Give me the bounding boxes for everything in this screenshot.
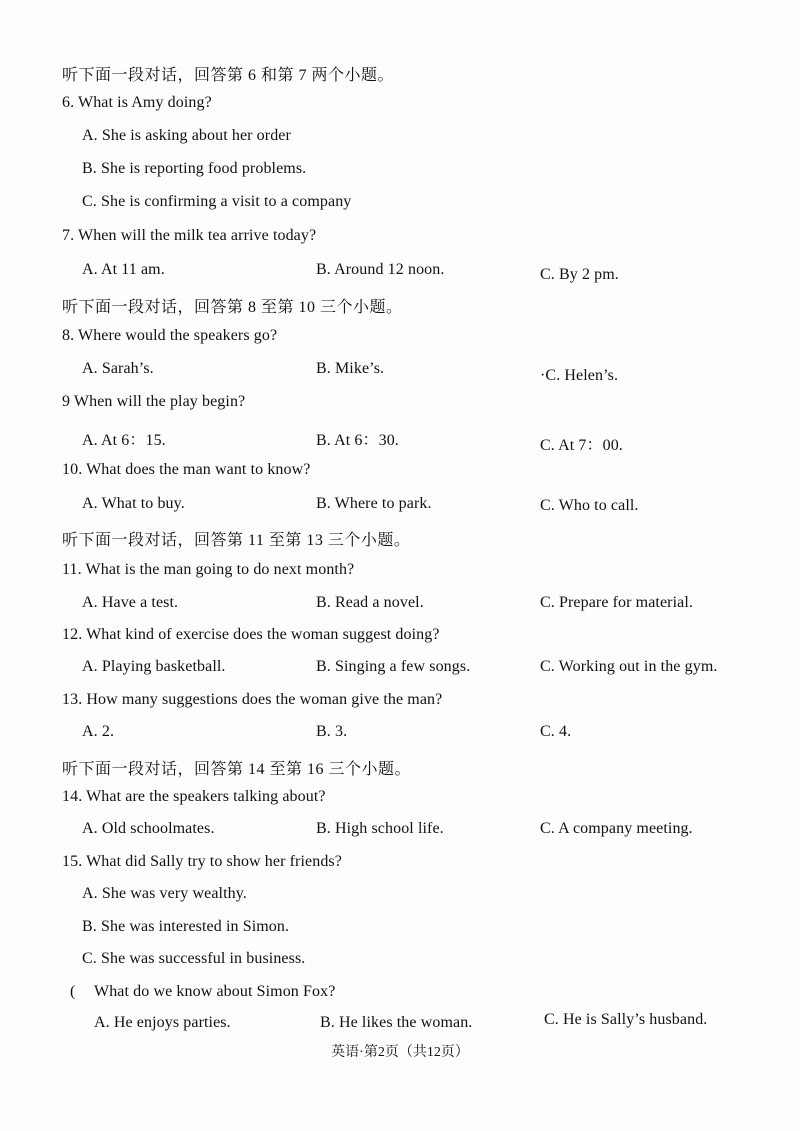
question-16-number-fragment: ( — [70, 983, 76, 1000]
q8-option-a: A. Sarah’s. — [82, 360, 154, 377]
q12-option-b: B. Singing a few songs. — [316, 658, 471, 675]
q9-option-a: A. At 6：15. — [82, 432, 166, 449]
q13-option-a: A. 2. — [82, 723, 115, 740]
section-instruction: 听下面一段对话，回答第 6 和第 7 两个小题。 — [62, 67, 395, 84]
q9-option-c: C. At 7：00. — [540, 437, 623, 454]
q16-option-a: A. He enjoys parties. — [94, 1014, 231, 1031]
q14-option-a: A. Old schoolmates. — [82, 820, 215, 837]
q13-option-c: C. 4. — [540, 723, 572, 740]
question-9: 9 When will the play begin? — [62, 393, 246, 410]
q10-option-b: B. Where to park. — [316, 495, 432, 512]
q14-option-b: B. High school life. — [316, 820, 444, 837]
q6-option-b: B. She is reporting food problems. — [82, 160, 307, 177]
page-footer: 英语·第2页（共12页） — [331, 1045, 469, 1060]
section-instruction: 听下面一段对话，回答第 8 至第 10 三个小题。 — [62, 299, 403, 316]
q7-option-c: C. By 2 pm. — [540, 266, 619, 283]
q10-option-a: A. What to buy. — [82, 495, 185, 512]
q12-option-a: A. Playing basketball. — [82, 658, 226, 675]
q8-option-b: B. Mike’s. — [316, 360, 385, 377]
question-16: What do we know about Simon Fox? — [94, 983, 336, 1000]
q7-option-b: B. Around 12 noon. — [316, 261, 445, 278]
question-15: 15. What did Sally try to show her friends? — [62, 853, 342, 870]
q15-option-c: C. She was successful in business. — [82, 950, 306, 967]
q12-option-c: C. Working out in the gym. — [540, 658, 718, 675]
section-instruction: 听下面一段对话，回答第 11 至第 13 三个小题。 — [62, 532, 411, 549]
q11-option-b: B. Read a novel. — [316, 594, 424, 611]
q14-option-c: C. A company meeting. — [540, 820, 693, 837]
q16-option-c: C. He is Sally’s husband. — [544, 1011, 708, 1028]
section-instruction: 听下面一段对话，回答第 14 至第 16 三个小题。 — [62, 761, 412, 778]
question-13: 13. How many suggestions does the woman give the man? — [62, 691, 443, 708]
question-8: 8. Where would the speakers go? — [62, 327, 278, 344]
q6-option-a: A. She is asking about her order — [82, 127, 291, 144]
q7-option-a: A. At 11 am. — [82, 261, 165, 278]
question-7: 7. When will the milk tea arrive today? — [62, 227, 317, 244]
question-14: 14. What are the speakers talking about? — [62, 788, 326, 805]
q15-option-b: B. She was interested in Simon. — [82, 918, 290, 935]
question-12: 12. What kind of exercise does the woman suggest doing? — [62, 626, 440, 643]
q16-option-b: B. He likes the woman. — [320, 1014, 473, 1031]
question-10: 10. What does the man want to know? — [62, 461, 311, 478]
q13-option-b: B. 3. — [316, 723, 348, 740]
q9-option-b: B. At 6：30. — [316, 432, 399, 449]
q8-option-c: ·C. Helen’s. — [540, 367, 619, 384]
question-6: 6. What is Amy doing? — [62, 94, 212, 111]
q11-option-a: A. Have a test. — [82, 594, 179, 611]
question-11: 11. What is the man going to do next month? — [62, 561, 355, 578]
q15-option-a: A. She was very wealthy. — [82, 885, 247, 902]
q11-option-c: C. Prepare for material. — [540, 594, 694, 611]
q6-option-c: C. She is confirming a visit to a company — [82, 193, 352, 210]
q10-option-c: C. Who to call. — [540, 497, 639, 514]
